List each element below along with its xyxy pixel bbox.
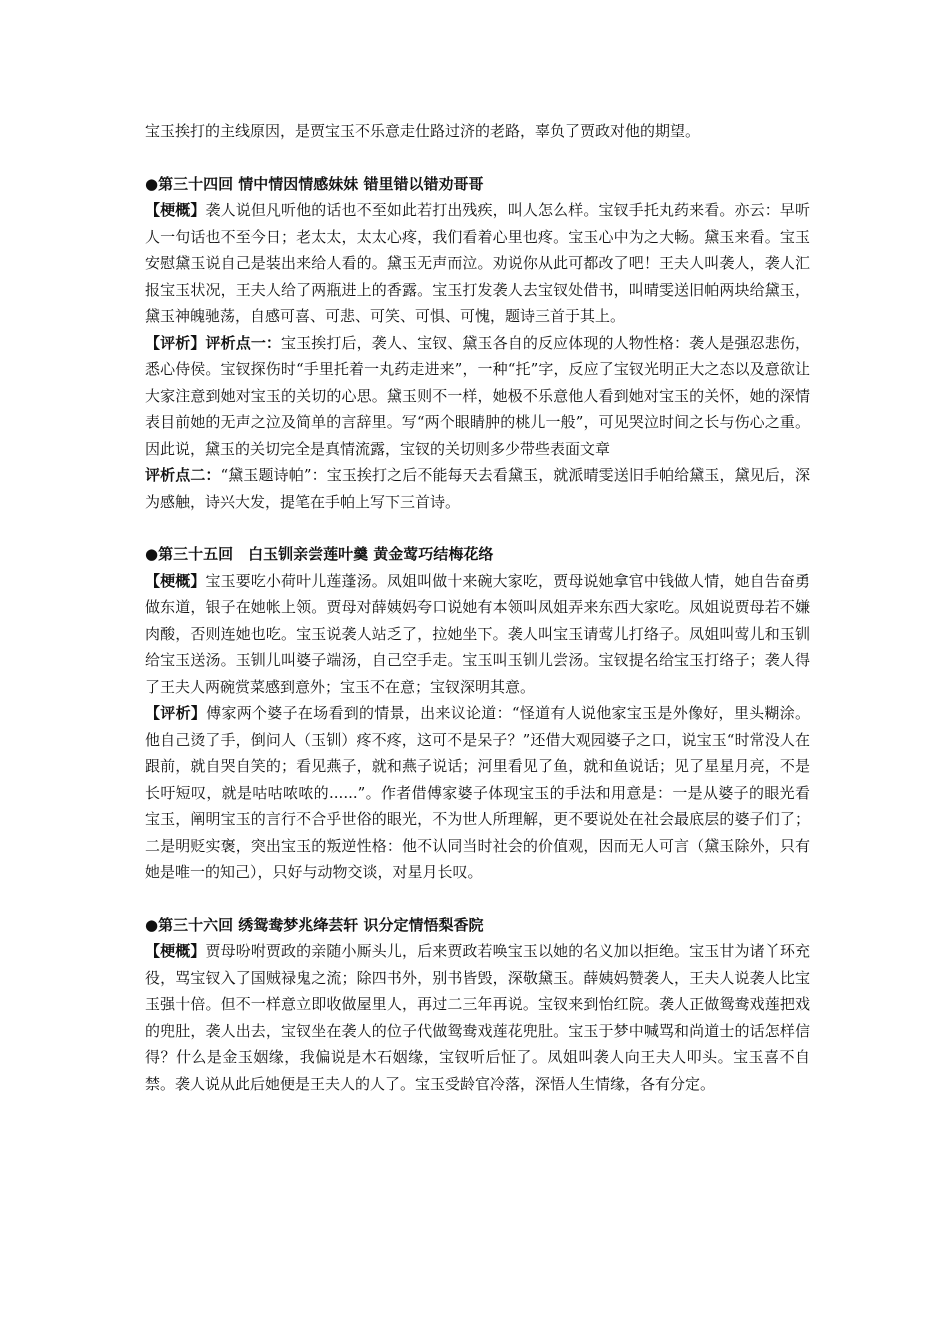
analysis-text: 宝玉挨打后，袭人、宝钗、黛玉各自的反应体现的人物性格：袭人是强忍悲伤，悉心侍侯。宝钗探伤时“手里托着一丸药走进来”，一种“托”字，反应了宝钗光明正大之态以及意欲让大家注意到她对宝玉的关切的心思。黛玉则不一样，她极不乐意他人看到她对宝玉的关怀，她的深情表目前她的无声之泣及简单的言辞里。写“两个眼睛肿的桃儿一般”，可见哭泣时间之长与伤心之重。因此说，黛玉的关切完全是真情流露，宝钗的关切则多少带些表面文章 bbox=[145, 333, 810, 458]
chapter-35-summary bbox=[145, 568, 810, 701]
summary-text: 袭人说但凡听他的话也不至如此若打出残疾，叫人怎么样。宝钗手托丸药来看。亦云：早听人一句话也不至今日；老太太，太太心疼，我们看着心里也疼。宝玉心中为之大畅。黛玉来看。宝玉安慰黛玉说自己是装出来给人看的。黛玉无声而泣。劝说你从此可都改了吧！王夫人叫袭人，袭人汇报宝玉状况，王夫人给了两瓶进上的香露。宝玉打发袭人去宝钗处借书，叫晴雯送旧帕两块给黛玉，黛玉神魄驰荡，自感可喜、可悲、可笑、可惧、可愧，题诗三首于其上。 bbox=[145, 201, 810, 325]
summary-label: 【梗概】 bbox=[145, 201, 206, 219]
chapter-34-analysis bbox=[145, 330, 810, 463]
summary-label: 【梗概】 bbox=[145, 942, 206, 960]
summary-text: 贾母吩咐贾政的亲随小厮头儿，后来贾政若唤宝玉以她的名义加以拒绝。宝玉甘为诸丫环充役，骂宝钗入了国贼禄鬼之流；除四书外，别书皆毁，深敬黛玉。薛姨妈赞袭人，王夫人说袭人比宝玉强十倍。但不一样意立即收做屋里人，再过二三年再说。宝钗来到怡红院。袭人正做鸳鸯戏莲把戏的兜肚，袭人出去，宝钗坐在袭人的位子代做鸳鸯戏莲花兜肚。宝玉于梦中喊骂和尚道士的话怎样信得？什么是金玉姻缘，我偏说是木石姻缘，宝钗听后怔了。凤姐叫袭人向王夫人叩头。宝玉喜不自禁。袭人说从此后她便是王夫人的人了。宝玉受龄官冷落，深悟人生情缘，各有分定。 bbox=[145, 942, 810, 1093]
analysis-label: 【评析】 bbox=[145, 704, 207, 722]
chapter-34-heading: ●第三十四回 情中情因情感妹妹 错里错以错劝哥哥 bbox=[145, 174, 484, 193]
analysis-label: 【评析】 bbox=[145, 333, 206, 352]
chapter-35-heading: ●第三十五回 白玉钏亲尝莲叶羹 黄金莺巧结梅花络 bbox=[145, 545, 494, 563]
point2-label: 评析点二： bbox=[145, 466, 221, 484]
summary-text: 宝玉要吃小荷叶儿莲蓬汤。凤姐叫做十来碗大家吃，贾母说她拿官中钱做人情，她自告奋勇做东道，银子在她帐上领。贾母对薛姨妈夸口说她有本领叫凤姐弄来东西大家吃。凤姐说贾母若不嫌肉酸，否则连她也吃。宝玉说袭人站乏了，拉她坐下。袭人叫宝玉请莺儿打络子。凤姐叫莺儿和玉钏给宝玉送汤。玉钏儿叫婆子端汤，自己空手走。宝玉叫玉钏儿尝汤。宝钗提名给宝玉打络子；袭人得了王夫人两碗赏菜感到意外；宝玉不在意；宝钗深明其意。 bbox=[145, 571, 810, 696]
analysis-point-label: 评析点一： bbox=[205, 333, 282, 352]
spacer bbox=[145, 515, 810, 541]
chapter-36-section bbox=[145, 912, 810, 1098]
chapter-35-section bbox=[145, 541, 810, 886]
chapter-36-heading: ●第三十六回 绣鸳鸯梦兆绛芸轩 识分定情悟梨香院 bbox=[145, 915, 484, 934]
summary-label: 【梗概】 bbox=[145, 571, 206, 590]
spacer bbox=[145, 886, 810, 912]
intro-paragraph: 宝玉挨打的主线原因，是贾宝玉不乐意走仕路过济的老路，辜负了贾政对他的期望。 bbox=[145, 122, 701, 140]
chapter-34-summary bbox=[145, 197, 810, 330]
chapter-34-point2 bbox=[145, 462, 810, 515]
point2-text: “黛玉题诗帕”：宝玉挨打之后不能每天去看黛玉，就派晴雯送旧手帕给黛玉，黛见后，深为感触，诗兴大发，提笔在手帕上写下三首诗。 bbox=[145, 466, 810, 511]
analysis-text: 傅家两个婆子在场看到的情景，出来议论道：“怪道有人说他家宝玉是外像好，里头糊涂。他自己烫了手，倒问人（玉钏）疼不疼，这可不是呆子？”还借大观园婆子之口，说宝玉“时常没人在跟前，就自哭自笑的；看见燕子，就和燕子说话；河里看见了鱼，就和鱼说话；见了星星月亮，不是长吁短叹，就是咕咕哝哝的......”。作者借傅家婆子体现宝玉的手法和用意是：一是从婆子的眼光看宝玉，阐明宝玉的言行不合乎世俗的眼光，不为世人所理解，更不要说处在社会最底层的婆子们了；二是明贬实褒，突出宝玉的叛逆性格：他不认同当时社会的价值观，因而无人可言（黛玉除外，只有她是唯一的知己），只好与动物交谈，对星月长叹。 bbox=[145, 704, 810, 881]
chapter-35-analysis bbox=[145, 700, 810, 886]
spacer bbox=[145, 145, 810, 171]
chapter-36-summary bbox=[145, 938, 810, 1097]
chapter-34-section bbox=[145, 171, 810, 516]
document-page bbox=[145, 118, 810, 1097]
